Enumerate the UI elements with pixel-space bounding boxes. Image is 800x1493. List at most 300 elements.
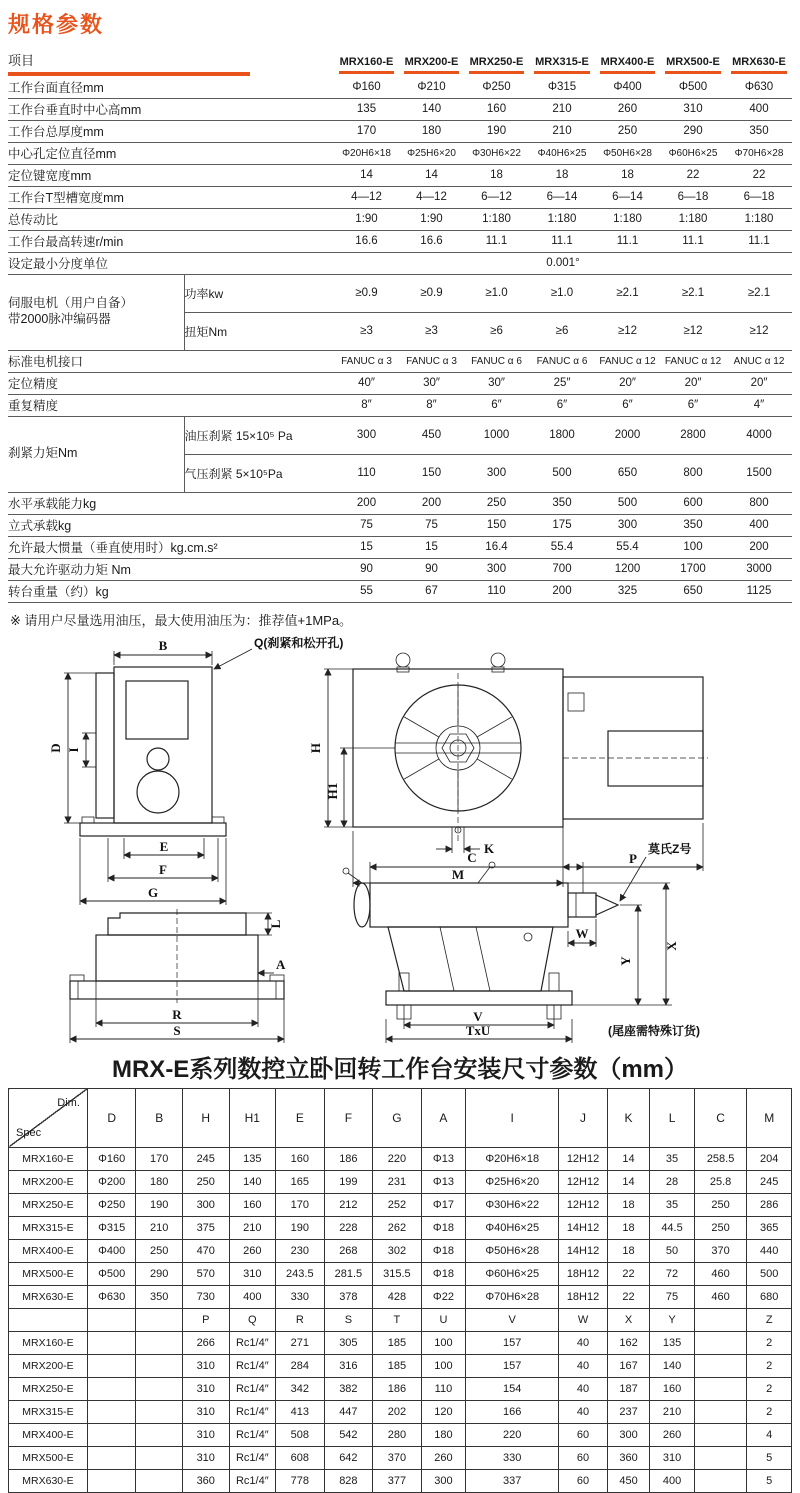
value-cell — [136, 1400, 183, 1423]
value-cell: 428 — [373, 1285, 422, 1308]
spec-value-cell: 6—12 — [464, 186, 529, 208]
value-cell: 14H12 — [559, 1239, 608, 1262]
spec-value-cell: FANUC α 12 — [595, 350, 660, 372]
value-cell: 310 — [182, 1400, 229, 1423]
spec-value-cell: 6—18 — [660, 186, 726, 208]
value-cell: 280 — [373, 1423, 422, 1446]
model-cell: MRX500-E — [9, 1262, 88, 1285]
model-cell: MRX500-E — [9, 1446, 88, 1469]
spec-value-cell: 6″ — [660, 394, 726, 416]
spec-value-cell: 650 — [595, 454, 660, 492]
value-cell: 2 — [747, 1331, 792, 1354]
column-header-2: Z — [747, 1308, 792, 1331]
value-cell: Φ13 — [421, 1170, 466, 1193]
spec-value-cell: 4—12 — [399, 186, 464, 208]
value-cell: Rc1/4″ — [229, 1423, 276, 1446]
install-row — [9, 1239, 792, 1262]
value-cell: 250 — [694, 1216, 747, 1239]
spec-value-cell: 210 — [529, 120, 595, 142]
value-cell: 180 — [136, 1170, 183, 1193]
spec-value-cell: 1500 — [726, 454, 792, 492]
spec-value-cell: 4″ — [726, 394, 792, 416]
column-header-2: T — [373, 1308, 422, 1331]
spec-value-cell: 190 — [464, 120, 529, 142]
value-cell: Φ50H6×28 — [466, 1239, 559, 1262]
spec-value-cell: 650 — [660, 580, 726, 602]
value-cell: 377 — [373, 1469, 422, 1492]
value-cell: 730 — [182, 1285, 229, 1308]
spec-value-cell: ≥12 — [660, 312, 726, 350]
value-cell — [694, 1377, 747, 1400]
value-cell: 204 — [747, 1147, 792, 1170]
value-cell: 310 — [182, 1446, 229, 1469]
spec-value-cell: 15 — [399, 536, 464, 558]
value-cell: Rc1/4″ — [229, 1354, 276, 1377]
dim-label-k: K — [484, 840, 495, 856]
spec-value-cell: 140 — [399, 98, 464, 120]
value-cell: 157 — [466, 1354, 559, 1377]
spec-value-cell: 110 — [464, 580, 529, 602]
value-cell: 237 — [607, 1400, 649, 1423]
spec-value-cell: 1700 — [660, 558, 726, 580]
value-cell: 508 — [276, 1423, 325, 1446]
column-header: B — [136, 1088, 183, 1147]
spec-value-cell: 290 — [660, 120, 726, 142]
value-cell: 35 — [650, 1193, 695, 1216]
value-cell: 268 — [324, 1239, 373, 1262]
dim-label-e: E — [159, 838, 169, 854]
spec-group-label — [8, 416, 184, 492]
column-header-2: U — [421, 1308, 466, 1331]
value-cell: Rc1/4″ — [229, 1400, 276, 1423]
model-header — [595, 49, 660, 76]
spec-value-cell: FANUC α 12 — [660, 350, 726, 372]
spec-value-cell: 75 — [399, 514, 464, 536]
spec-row — [8, 558, 792, 580]
column-header-2 — [136, 1308, 183, 1331]
spec-value-cell: 4—12 — [334, 186, 399, 208]
value-cell: 281.5 — [324, 1262, 373, 1285]
value-cell: 12H12 — [559, 1170, 608, 1193]
spec-value-cell: 8″ — [334, 394, 399, 416]
spec-value-cell: 30″ — [464, 372, 529, 394]
spec-row — [8, 536, 792, 558]
spec-group-label-line: 伺服电机（用户自备） — [8, 296, 134, 311]
value-cell: 167 — [607, 1354, 649, 1377]
dim-label-w: W — [575, 925, 589, 941]
value-cell: 300 — [607, 1423, 649, 1446]
spec-value-cell: 1125 — [726, 580, 792, 602]
install-row — [9, 1262, 792, 1285]
value-cell: 315.5 — [373, 1262, 422, 1285]
value-cell — [87, 1423, 136, 1446]
value-cell: 75 — [650, 1285, 695, 1308]
spec-value-cell: 6—18 — [726, 186, 792, 208]
spec-value-cell: ≥12 — [595, 312, 660, 350]
value-cell: 310 — [182, 1354, 229, 1377]
dim-label-f: F — [159, 861, 167, 877]
spec-item-header — [8, 49, 334, 76]
spec-value-cell: 16.6 — [399, 230, 464, 252]
value-cell: 28 — [650, 1170, 695, 1193]
dimension-drawings — [8, 631, 792, 1043]
value-cell: 100 — [421, 1354, 466, 1377]
spec-value-cell: 55.4 — [595, 536, 660, 558]
tailstock-order-note: (尾座需特殊订货) — [608, 1023, 700, 1038]
dim-label-y: Y — [618, 955, 633, 966]
spec-row-label: 水平承载能力kg — [8, 492, 334, 514]
value-cell: 154 — [466, 1377, 559, 1400]
value-cell: 286 — [747, 1193, 792, 1216]
value-cell: Φ630 — [87, 1285, 136, 1308]
value-cell: 778 — [276, 1469, 325, 1492]
spec-group-row — [8, 416, 792, 454]
value-cell: Rc1/4″ — [229, 1331, 276, 1354]
value-cell: 542 — [324, 1423, 373, 1446]
spec-value-cell: 4000 — [726, 416, 792, 454]
spec-value-cell: 30″ — [399, 372, 464, 394]
value-cell — [87, 1331, 136, 1354]
value-cell: 260 — [229, 1239, 276, 1262]
spec-value-cell: 325 — [595, 580, 660, 602]
value-cell: 330 — [466, 1446, 559, 1469]
spec-value-cell: 67 — [399, 580, 464, 602]
value-cell — [136, 1423, 183, 1446]
column-header-2: Y — [650, 1308, 695, 1331]
value-cell: 40 — [559, 1377, 608, 1400]
column-header-2: X — [607, 1308, 649, 1331]
spec-value-cell: 40″ — [334, 372, 399, 394]
spec-sub-label: 扭矩Nm — [184, 312, 334, 350]
column-header: C — [694, 1088, 747, 1147]
spec-value-cell: 200 — [334, 492, 399, 514]
subheader-empty-cell — [9, 1308, 88, 1331]
spec-value-cell: 1200 — [595, 558, 660, 580]
column-header-2 — [694, 1308, 747, 1331]
spec-row — [8, 142, 792, 164]
install-row — [9, 1147, 792, 1170]
value-cell: 185 — [373, 1354, 422, 1377]
spec-value-cell: 250 — [595, 120, 660, 142]
model-cell: MRX250-E — [9, 1377, 88, 1400]
value-cell: 120 — [421, 1400, 466, 1423]
value-cell: 212 — [324, 1193, 373, 1216]
corner-spec-label: Spec — [16, 1126, 42, 1139]
spec-value-cell: 2800 — [660, 416, 726, 454]
value-cell: 50 — [650, 1239, 695, 1262]
value-cell: 310 — [650, 1446, 695, 1469]
dim-label-x: X — [664, 940, 679, 951]
brake-hole-callout: Q(刹紧和松开孔) — [254, 635, 344, 650]
spec-value-cell: 25″ — [529, 372, 595, 394]
install-table-title: MRX-E系列数控立卧回转工作台安装尺寸参数（mm） — [111, 1055, 688, 1083]
spec-value-cell: 1:180 — [660, 208, 726, 230]
spec-row — [8, 394, 792, 416]
model-header — [399, 49, 464, 76]
spec-value-cell: 1:180 — [726, 208, 792, 230]
spec-value-cell: Φ630 — [726, 76, 792, 98]
spec-row-label: 总传动比 — [8, 208, 334, 230]
value-cell: 365 — [747, 1216, 792, 1239]
value-cell: 180 — [421, 1423, 466, 1446]
column-header: L — [650, 1088, 695, 1147]
value-cell: Φ18 — [421, 1216, 466, 1239]
column-header-2: Q — [229, 1308, 276, 1331]
value-cell: Φ40H6×25 — [466, 1216, 559, 1239]
spec-group-label-line: 刹紧力矩Nm — [8, 446, 78, 461]
spec-value-cell: 8″ — [399, 394, 464, 416]
spec-value-cell: 200 — [726, 536, 792, 558]
value-cell: 190 — [136, 1193, 183, 1216]
value-cell — [136, 1469, 183, 1492]
spec-row-label: 工作台最高转速r/min — [8, 230, 334, 252]
value-cell: Φ20H6×18 — [466, 1147, 559, 1170]
spec-row-label: 设定最小分度单位 — [8, 252, 334, 274]
model-cell: MRX400-E — [9, 1423, 88, 1446]
model-cell: MRX250-E — [9, 1193, 88, 1216]
model-cell: MRX630-E — [9, 1285, 88, 1308]
spec-value-cell: FANUC α 3 — [334, 350, 399, 372]
value-cell: 12H12 — [559, 1147, 608, 1170]
value-cell: 210 — [136, 1216, 183, 1239]
spec-value-cell: 250 — [464, 492, 529, 514]
column-header-2: V — [466, 1308, 559, 1331]
value-cell: 18H12 — [559, 1285, 608, 1308]
value-cell: 170 — [136, 1147, 183, 1170]
value-cell: 18H12 — [559, 1262, 608, 1285]
spec-value-cell: Φ500 — [660, 76, 726, 98]
value-cell: 342 — [276, 1377, 325, 1400]
spec-row — [8, 514, 792, 536]
value-cell: 25.8 — [694, 1170, 747, 1193]
dim-label-b: B — [158, 637, 168, 653]
spec-value-cell: 14 — [399, 164, 464, 186]
dim-label-l: L — [268, 919, 283, 928]
value-cell — [694, 1469, 747, 1492]
column-header-2: W — [559, 1308, 608, 1331]
spec-value-cell: 75 — [334, 514, 399, 536]
spec-value-cell: 800 — [726, 492, 792, 514]
install-row — [9, 1193, 792, 1216]
spec-value-cell: 210 — [529, 98, 595, 120]
spec-sub-label: 功率kw — [184, 274, 334, 312]
install-row-2 — [9, 1331, 792, 1354]
spec-value-cell: 6″ — [595, 394, 660, 416]
model-cell: MRX315-E — [9, 1400, 88, 1423]
value-cell: 22 — [607, 1285, 649, 1308]
value-cell — [136, 1377, 183, 1400]
value-cell: 18 — [607, 1193, 649, 1216]
spec-value-cell: 16.4 — [464, 536, 529, 558]
value-cell: 450 — [607, 1469, 649, 1492]
spec-value-cell: 6″ — [464, 394, 529, 416]
value-cell — [694, 1423, 747, 1446]
value-cell: 220 — [466, 1423, 559, 1446]
page-title: 规格参数 — [8, 12, 105, 37]
dim-label-m: M — [451, 866, 465, 882]
value-cell: 170 — [276, 1193, 325, 1216]
spec-value-cell: Φ70H6×28 — [726, 142, 792, 164]
value-cell: Rc1/4″ — [229, 1446, 276, 1469]
model-header-label: MRX200-E — [404, 56, 460, 74]
value-cell: 400 — [650, 1469, 695, 1492]
install-table — [8, 1088, 792, 1493]
value-cell: 440 — [747, 1239, 792, 1262]
spec-value-cell: 1:90 — [399, 208, 464, 230]
spec-value-cell: 6—14 — [529, 186, 595, 208]
spec-group-row — [8, 274, 792, 312]
spec-value-cell: 500 — [529, 454, 595, 492]
install-subheader-row — [9, 1308, 792, 1331]
install-row-2 — [9, 1423, 792, 1446]
value-cell: 447 — [324, 1400, 373, 1423]
column-header: D — [87, 1088, 136, 1147]
value-cell: 220 — [373, 1147, 422, 1170]
spec-table — [8, 49, 792, 603]
spec-value-cell: 350 — [660, 514, 726, 536]
spec-value-cell: ≥1.0 — [464, 274, 529, 312]
value-cell: 44.5 — [650, 1216, 695, 1239]
value-cell: 316 — [324, 1354, 373, 1377]
spec-value-cell: ≥2.1 — [726, 274, 792, 312]
value-cell: Φ500 — [87, 1262, 136, 1285]
spec-value-cell: ≥0.9 — [399, 274, 464, 312]
spec-value-cell: 18 — [595, 164, 660, 186]
spec-value-cell: 150 — [464, 514, 529, 536]
model-header-label: MRX160-E — [339, 56, 395, 74]
spec-value-cell: 800 — [660, 454, 726, 492]
dim-label-s: S — [173, 1022, 181, 1038]
model-cell: MRX200-E — [9, 1170, 88, 1193]
model-header-label: MRX500-E — [665, 56, 721, 74]
value-cell: 18 — [607, 1239, 649, 1262]
value-cell — [694, 1400, 747, 1423]
spec-value-cell: 11.1 — [595, 230, 660, 252]
value-cell: 302 — [373, 1239, 422, 1262]
model-cell: MRX160-E — [9, 1147, 88, 1170]
value-cell: 14H12 — [559, 1216, 608, 1239]
value-cell: 378 — [324, 1285, 373, 1308]
value-cell — [87, 1400, 136, 1423]
value-cell — [694, 1446, 747, 1469]
value-cell: 60 — [559, 1423, 608, 1446]
spec-row — [8, 164, 792, 186]
oil-pressure-note: ※ 请用户尽量选用油压，最大使用油压为：推荐值+1MPa。 — [10, 612, 353, 628]
value-cell: 210 — [650, 1400, 695, 1423]
spec-value-cell: 18 — [529, 164, 595, 186]
spec-value-cell: 11.1 — [464, 230, 529, 252]
column-header: F — [324, 1088, 373, 1147]
spec-value-cell: 300 — [334, 416, 399, 454]
value-cell: Φ160 — [87, 1147, 136, 1170]
dim-label-txu: TxU — [465, 1022, 491, 1038]
model-header-label: MRX400-E — [600, 56, 656, 74]
value-cell: 260 — [421, 1446, 466, 1469]
drawing-base-view — [70, 909, 286, 1043]
value-cell: 370 — [694, 1239, 747, 1262]
spec-row-label: 立式承载kg — [8, 514, 334, 536]
value-cell: 199 — [324, 1170, 373, 1193]
value-cell: Φ70H6×28 — [466, 1285, 559, 1308]
column-header: H — [182, 1088, 229, 1147]
spec-value-cell: 2000 — [595, 416, 660, 454]
value-cell: 271 — [276, 1331, 325, 1354]
value-cell: 337 — [466, 1469, 559, 1492]
spec-row — [8, 76, 792, 98]
spec-row — [8, 372, 792, 394]
spec-row — [8, 230, 792, 252]
value-cell: 5 — [747, 1446, 792, 1469]
spec-row-label: 允许最大惯量（垂直使用时）kg.cm.s² — [8, 536, 334, 558]
spec-value-cell: FANUC α 6 — [529, 350, 595, 372]
value-cell: 160 — [276, 1147, 325, 1170]
value-cell: 245 — [747, 1170, 792, 1193]
spec-value-cell: 90 — [399, 558, 464, 580]
spec-value-cell: Φ315 — [529, 76, 595, 98]
value-cell: 413 — [276, 1400, 325, 1423]
install-header-row — [9, 1088, 792, 1147]
value-cell: 35 — [650, 1147, 695, 1170]
model-header — [464, 49, 529, 76]
model-cell: MRX630-E — [9, 1469, 88, 1492]
value-cell: 300 — [182, 1193, 229, 1216]
install-row — [9, 1170, 792, 1193]
value-cell: 250 — [182, 1170, 229, 1193]
column-header: A — [421, 1088, 466, 1147]
spec-value-cell: ≥2.1 — [660, 274, 726, 312]
value-cell: 157 — [466, 1331, 559, 1354]
value-cell: 2 — [747, 1400, 792, 1423]
spec-value-cell: ≥6 — [529, 312, 595, 350]
spec-row — [8, 186, 792, 208]
spec-value-cell: 300 — [464, 454, 529, 492]
dim-label-g: G — [147, 884, 159, 900]
morse-taper-callout: 莫氏Z号 — [648, 841, 692, 856]
spec-row-label: 工作台面直径mm — [8, 76, 334, 98]
spec-value-cell: Φ400 — [595, 76, 660, 98]
value-cell: 2 — [747, 1377, 792, 1400]
spec-row-label: 转台重量（约）kg — [8, 580, 334, 602]
spec-value-cell: 450 — [399, 416, 464, 454]
spec-value-cell: Φ20H6×18 — [334, 142, 399, 164]
model-cell: MRX160-E — [9, 1331, 88, 1354]
model-cell: MRX400-E — [9, 1239, 88, 1262]
column-header-2 — [87, 1308, 136, 1331]
spec-row-label: 定位键宽度mm — [8, 164, 334, 186]
value-cell: Φ22 — [421, 1285, 466, 1308]
value-cell: 460 — [694, 1262, 747, 1285]
value-cell: 258.5 — [694, 1147, 747, 1170]
column-header: G — [373, 1088, 422, 1147]
spec-row — [8, 492, 792, 514]
corner-cell — [9, 1088, 88, 1147]
value-cell: 18 — [607, 1216, 649, 1239]
spec-value-cell: 14 — [334, 164, 399, 186]
column-header: M — [747, 1088, 792, 1147]
value-cell — [87, 1446, 136, 1469]
spec-header-row — [8, 49, 792, 76]
value-cell: 360 — [607, 1446, 649, 1469]
spec-group-label — [8, 274, 184, 350]
value-cell: 72 — [650, 1262, 695, 1285]
column-header: I — [466, 1088, 559, 1147]
value-cell: 310 — [229, 1262, 276, 1285]
spec-value-cell: 400 — [726, 98, 792, 120]
model-header — [529, 49, 595, 76]
value-cell: 5 — [747, 1469, 792, 1492]
value-cell: Φ315 — [87, 1216, 136, 1239]
value-cell: Φ13 — [421, 1147, 466, 1170]
